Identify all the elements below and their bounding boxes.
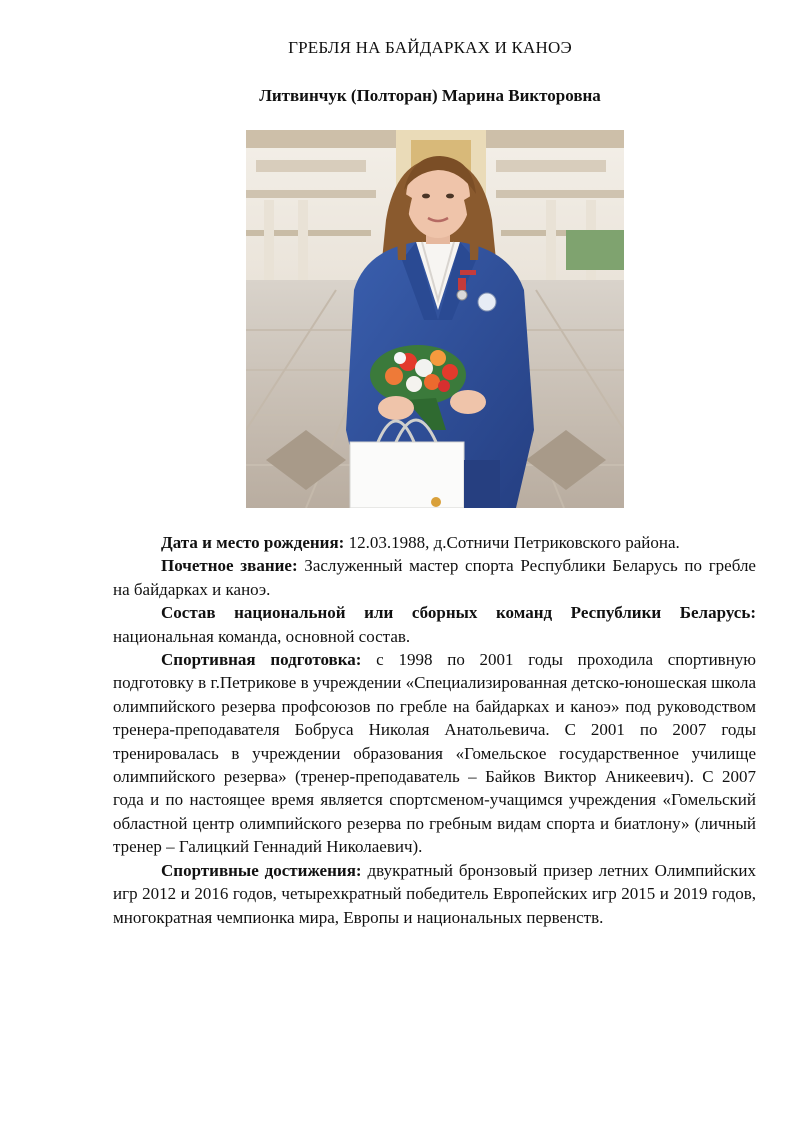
achievements-label: Спортивные достижения: bbox=[161, 860, 362, 880]
birth-paragraph bbox=[113, 531, 756, 554]
title-label: Почетное звание: bbox=[161, 556, 298, 576]
athlete-photo bbox=[246, 130, 624, 508]
title-value: Заслуженный мастер спорта Республики Беларусь по гребле на байдарках и каноэ. bbox=[113, 556, 756, 599]
biography-text bbox=[113, 531, 756, 929]
team-label: Состав национальной или сборных команд Республики Беларусь: bbox=[161, 603, 756, 623]
title-paragraph bbox=[113, 554, 756, 601]
section-title: ГРЕБЛЯ НА БАЙДАРКАХ И КАНОЭ bbox=[288, 38, 572, 57]
achievements-value: двукратный бронзовый призер летних Олимпийских игр 2012 и 2016 годов, четырехкратный победитель Европейских игр 2015 и 2019 годов, многократная чемпионка мира, Европы и национальных первенств. bbox=[113, 860, 756, 927]
person-name: Литвинчук (Полторан) Марина Викторовна bbox=[259, 86, 601, 105]
birth-label: Дата и место рождения: bbox=[161, 533, 345, 552]
training-label: Спортивная подготовка: bbox=[161, 650, 362, 670]
birth-value: 12.03.1988, д.Сотничи Петриковского района. bbox=[344, 533, 680, 552]
team-paragraph bbox=[113, 601, 756, 648]
training-paragraph bbox=[113, 648, 756, 859]
achievements-paragraph bbox=[113, 859, 756, 929]
team-value: национальная команда, основной состав. bbox=[113, 626, 411, 646]
training-value: с 1998 по 2001 годы проходила спортивную подготовку в г.Петрикове в учреждении «Специализированная детско-юношеская школа олимпийского резерва профсоюзов по гребле на байдарках и каноэ» под руководством тренера-преподавателя Бобруса Николая Анатольевича. С 2001 по 2007 годы тренировалась в учреждении образования «Гомельское государственное училище олимпийского резерва» (тренер-преподаватель – Байков Виктор Аникеевич). С 2007 года и по настоящее время является спортсменом-учащимся учреждения «Гомельский областной центр олимпийского резерва по гребным видам спорта и биатлону» (личный тренер – Галицкий Геннадий Николаевич). bbox=[113, 650, 757, 857]
